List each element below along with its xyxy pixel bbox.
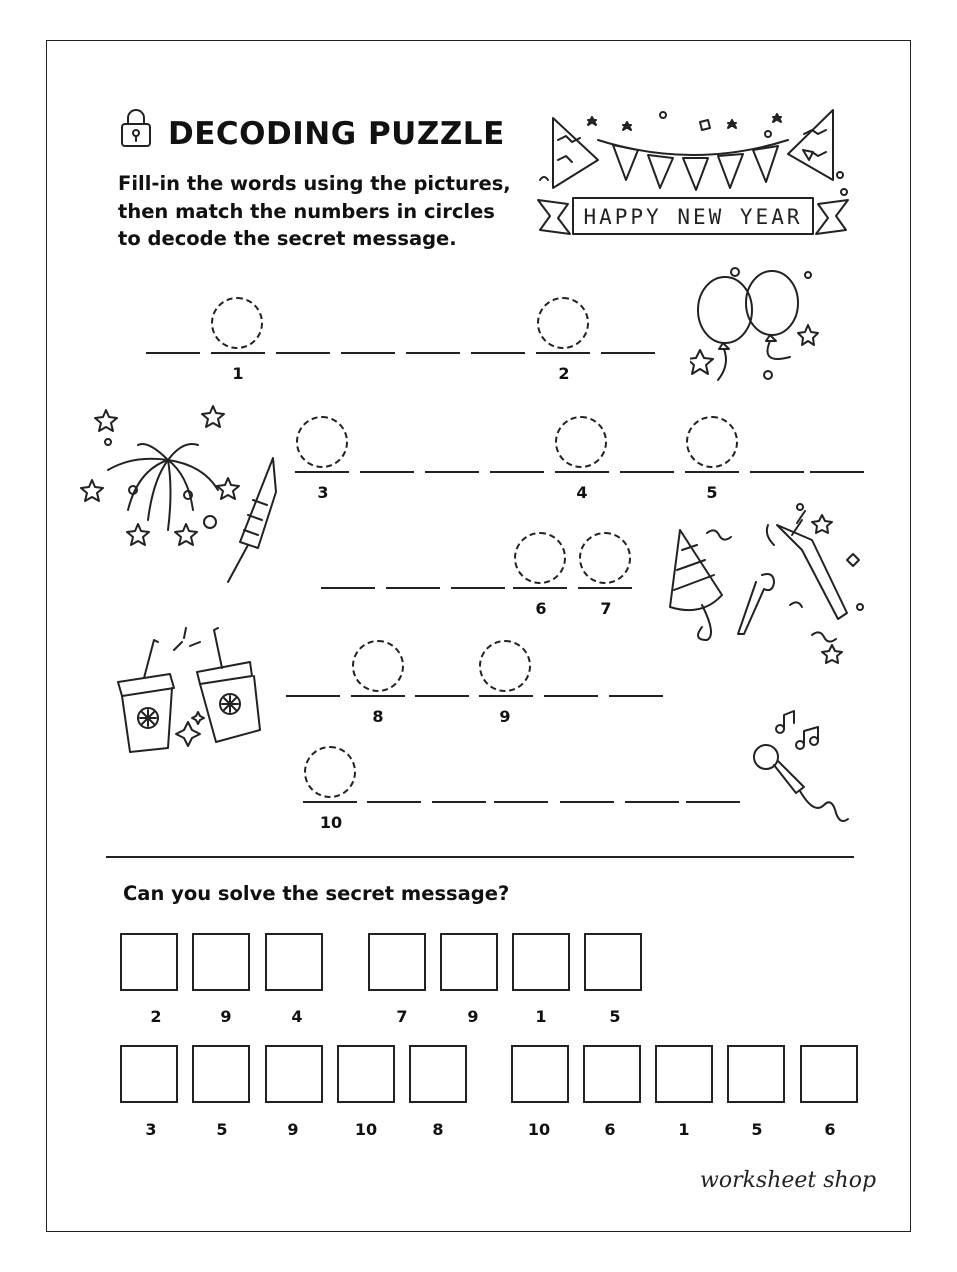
clue-circle[interactable]	[555, 416, 607, 468]
clue-circle[interactable]	[296, 416, 348, 468]
answer-number: 9	[287, 1120, 299, 1139]
clue-number: 8	[372, 707, 384, 726]
answer-number: 3	[145, 1120, 157, 1139]
clue-number: 4	[576, 483, 588, 502]
banner-illustration	[528, 100, 858, 250]
clue-number: 5	[706, 483, 718, 502]
answer-number: 10	[527, 1120, 551, 1139]
clue-circle[interactable]	[537, 297, 589, 349]
letter-blank[interactable]	[555, 471, 609, 473]
answer-number: 6	[604, 1120, 616, 1139]
clue-circle[interactable]	[686, 416, 738, 468]
letter-blank[interactable]	[471, 352, 525, 354]
letter-blank[interactable]	[810, 471, 864, 473]
letter-blank[interactable]	[351, 695, 405, 697]
solve-question: Can you solve the secret message?	[123, 882, 510, 905]
letter-blank[interactable]	[286, 695, 340, 697]
answer-number: 10	[354, 1120, 378, 1139]
fireworks-illustration	[78, 400, 283, 590]
instruction-line: to decode the secret message.	[118, 227, 457, 250]
letter-blank[interactable]	[451, 587, 505, 589]
clue-circle[interactable]	[304, 746, 356, 798]
answer-number: 6	[824, 1120, 836, 1139]
answer-number: 5	[751, 1120, 763, 1139]
letter-blank[interactable]	[295, 471, 349, 473]
letter-blank[interactable]	[303, 801, 357, 803]
answer-number: 5	[609, 1007, 621, 1026]
letter-blank[interactable]	[544, 695, 598, 697]
section-divider	[106, 856, 854, 858]
answer-box[interactable]	[120, 933, 178, 991]
clue-circle[interactable]	[479, 640, 531, 692]
answer-number: 7	[396, 1007, 408, 1026]
answer-box[interactable]	[440, 933, 498, 991]
clue-number: 3	[317, 483, 329, 502]
answer-box[interactable]	[265, 933, 323, 991]
answer-number: 4	[291, 1007, 303, 1026]
answer-box[interactable]	[800, 1045, 858, 1103]
letter-blank[interactable]	[601, 352, 655, 354]
answer-box[interactable]	[512, 933, 570, 991]
clue-circle[interactable]	[579, 532, 631, 584]
answer-number: 2	[150, 1007, 162, 1026]
letter-blank[interactable]	[686, 801, 740, 803]
letter-blank[interactable]	[406, 352, 460, 354]
letter-blank[interactable]	[620, 471, 674, 473]
letter-blank[interactable]	[415, 695, 469, 697]
instruction-line: then match the numbers in circles	[118, 199, 495, 223]
instruction-line: Fill-in the words using the pictures,	[118, 172, 511, 195]
letter-blank[interactable]	[360, 471, 414, 473]
answer-box[interactable]	[727, 1045, 785, 1103]
clue-number: 1	[232, 364, 244, 383]
letter-blank[interactable]	[560, 801, 614, 803]
answer-box[interactable]	[368, 933, 426, 991]
brand-label: worksheet shop	[700, 1168, 877, 1193]
letter-blank[interactable]	[425, 471, 479, 473]
party-hat-illustration	[662, 495, 872, 665]
balloons-illustration	[690, 265, 830, 395]
clue-number: 9	[499, 707, 511, 726]
letter-blank[interactable]	[490, 471, 544, 473]
clue-circle[interactable]	[352, 640, 404, 692]
answer-box[interactable]	[337, 1045, 395, 1103]
letter-blank[interactable]	[211, 352, 265, 354]
clue-circle[interactable]	[211, 297, 263, 349]
answer-box[interactable]	[120, 1045, 178, 1103]
letter-blank[interactable]	[341, 352, 395, 354]
answer-box[interactable]	[192, 933, 250, 991]
letter-blank[interactable]	[536, 352, 590, 354]
answer-box[interactable]	[655, 1045, 713, 1103]
letter-blank[interactable]	[367, 801, 421, 803]
answer-number: 9	[467, 1007, 479, 1026]
answer-number: 9	[220, 1007, 232, 1026]
letter-blank[interactable]	[321, 587, 375, 589]
letter-blank[interactable]	[578, 587, 632, 589]
answer-number: 1	[678, 1120, 690, 1139]
answer-number: 8	[432, 1120, 444, 1139]
instructions	[118, 170, 511, 253]
answer-box[interactable]	[409, 1045, 467, 1103]
clue-number: 2	[558, 364, 570, 383]
letter-blank[interactable]	[750, 471, 804, 473]
letter-blank[interactable]	[625, 801, 679, 803]
clue-number: 10	[319, 813, 343, 832]
letter-blank[interactable]	[146, 352, 200, 354]
letter-blank[interactable]	[513, 587, 567, 589]
letter-blank[interactable]	[494, 801, 548, 803]
lock-icon	[118, 106, 158, 150]
answer-box[interactable]	[583, 1045, 641, 1103]
answer-box[interactable]	[265, 1045, 323, 1103]
banner-text: HAPPY NEW YEAR	[583, 205, 803, 229]
clue-number: 6	[535, 599, 547, 618]
drinks-illustration	[102, 612, 272, 762]
answer-box[interactable]	[584, 933, 642, 991]
answer-box[interactable]	[511, 1045, 569, 1103]
page-title: DECODING PUZZLE	[168, 116, 505, 152]
letter-blank[interactable]	[386, 587, 440, 589]
letter-blank[interactable]	[479, 695, 533, 697]
microphone-illustration	[744, 705, 854, 830]
answer-number: 1	[535, 1007, 547, 1026]
clue-number: 7	[600, 599, 612, 618]
letter-blank[interactable]	[685, 471, 739, 473]
clue-circle[interactable]	[514, 532, 566, 584]
letter-blank[interactable]	[609, 695, 663, 697]
answer-number: 5	[216, 1120, 228, 1139]
letter-blank[interactable]	[432, 801, 486, 803]
letter-blank[interactable]	[276, 352, 330, 354]
answer-box[interactable]	[192, 1045, 250, 1103]
